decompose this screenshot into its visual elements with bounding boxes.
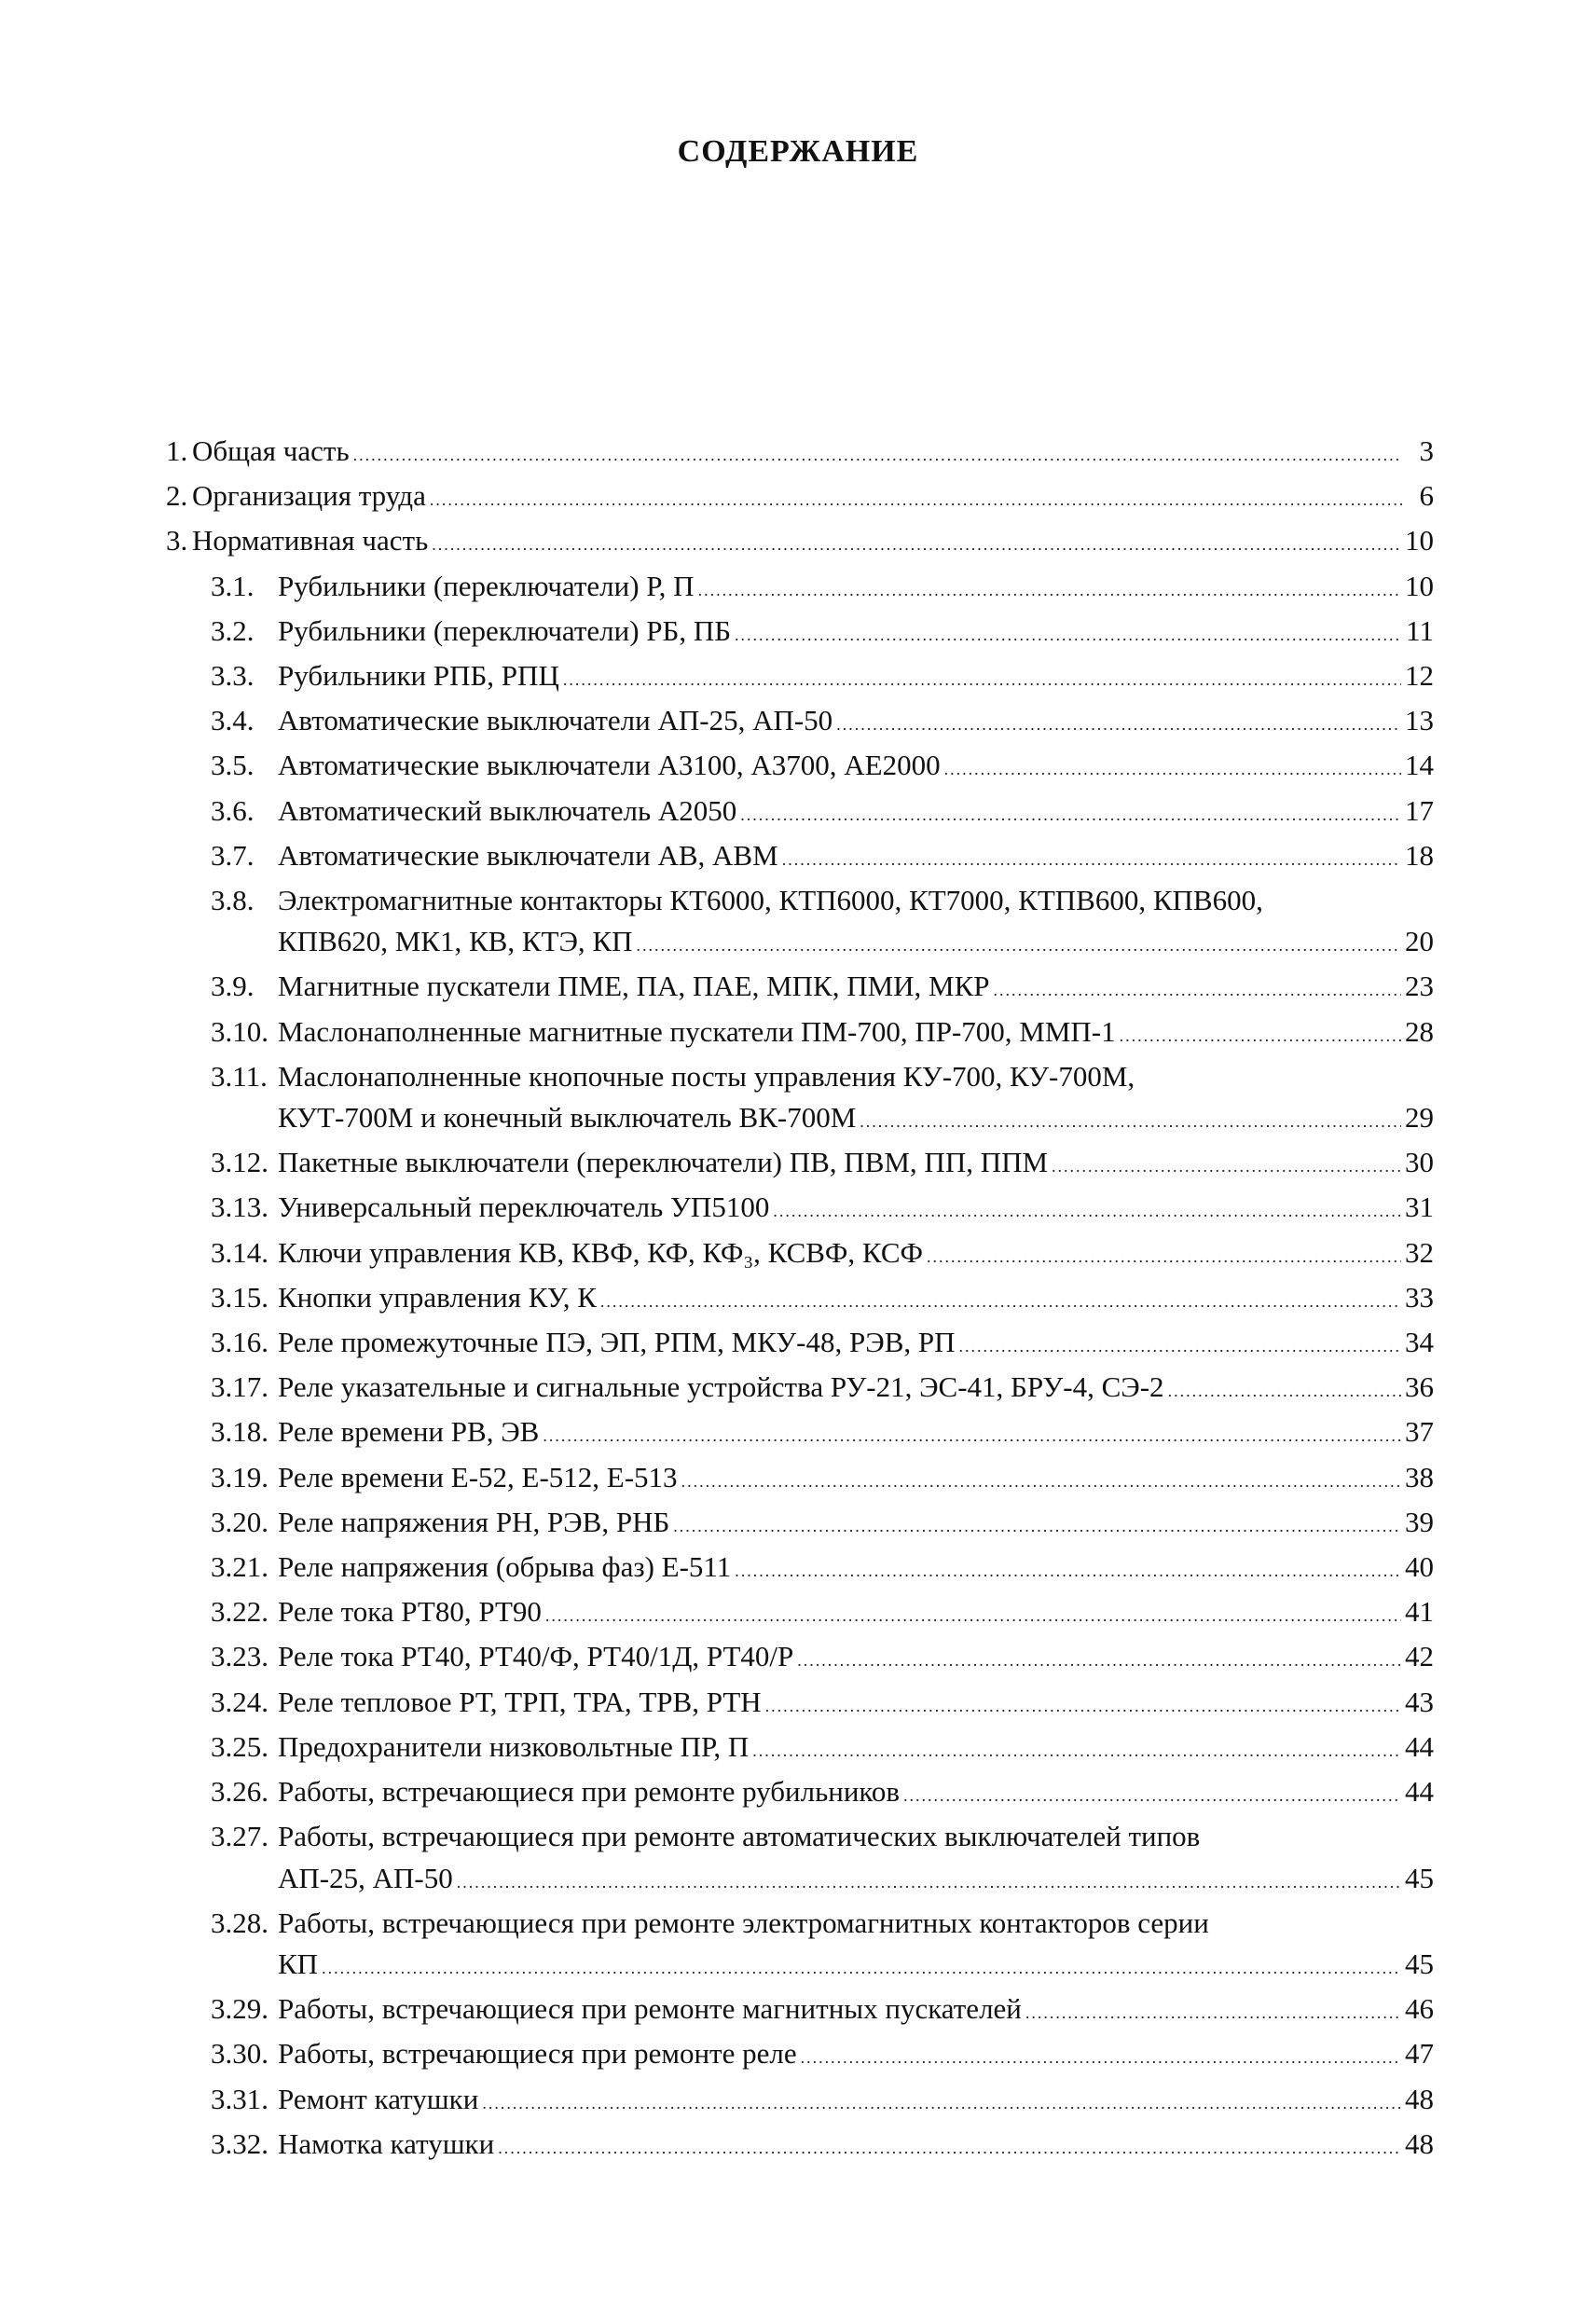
toc-entry-number: 3.9. [211, 970, 255, 1003]
toc-page-number: 48 [1405, 2082, 1434, 2115]
toc-entry[interactable] [166, 611, 1434, 655]
toc-page-number: 10 [1405, 569, 1434, 602]
toc-entry-number: 3.32. [211, 2126, 268, 2160]
toc-entry[interactable] [166, 2079, 1434, 2124]
toc-entry[interactable] [166, 1142, 1434, 1187]
toc-entry-number: 2. [166, 479, 188, 513]
toc-page-number: 43 [1405, 1685, 1434, 1718]
dot-leader [994, 970, 1401, 1011]
page-title: СОДЕРЖАНИЕ [677, 134, 919, 169]
toc-page-number: 41 [1405, 1595, 1434, 1629]
toc-page-number: 39 [1405, 1505, 1434, 1538]
toc-entry-title: Универсальный переключатель УП5100 [278, 1190, 770, 1224]
toc-entry-title: Рубильники РПБ, РПЦ [278, 659, 559, 693]
toc-entry-number: 3.6. [211, 793, 255, 827]
toc-entry-title: Электромагнитные контакторы КТ6000, КТП6000, КТ7000, КТПВ600, КПВ600, [278, 884, 1263, 917]
toc-page-number: 29 [1405, 1101, 1434, 1135]
toc-page-number: 18 [1405, 838, 1434, 872]
toc-entry[interactable] [166, 1682, 1434, 1727]
toc-page-number: 20 [1405, 925, 1434, 958]
toc-entry-title: Реле тепловое РТ, ТРП, ТРА, ТРВ, РТН [278, 1685, 762, 1718]
toc-entry-number: 3.1. [211, 569, 255, 602]
toc-entry[interactable] [166, 2033, 1434, 2078]
dot-leader [432, 524, 1401, 565]
toc-page-number: 37 [1405, 1415, 1434, 1449]
toc-entry-continuation[interactable] [166, 1097, 1434, 1142]
toc-entry[interactable] [166, 1903, 1434, 1944]
toc-entry[interactable] [166, 1547, 1434, 1591]
dot-leader [801, 2037, 1401, 2078]
toc-entry-number: 3.14. [211, 1235, 268, 1269]
toc-entry[interactable] [166, 880, 1434, 921]
dot-leader [740, 794, 1401, 835]
toc-page-number: 45 [1405, 1947, 1434, 1980]
toc-page-number: 3 [1419, 434, 1434, 467]
toc-entry[interactable] [166, 520, 1434, 565]
toc-entry[interactable] [166, 1056, 1434, 1097]
toc-entry-number: 3.22. [211, 1595, 268, 1629]
toc-page-number: 17 [1405, 793, 1434, 827]
dot-leader [673, 1506, 1401, 1547]
dot-leader [782, 839, 1401, 880]
toc-page-number: 32 [1405, 1235, 1434, 1269]
toc-entry[interactable] [166, 1636, 1434, 1681]
toc-entry-title: Реле тока РТ80, РТ90 [278, 1595, 542, 1629]
toc-entry[interactable] [166, 1012, 1434, 1056]
dot-leader [322, 1947, 1401, 1989]
toc-entry-title: Общая часть [192, 434, 350, 467]
toc-page-number: 12 [1405, 659, 1434, 693]
toc-entry-number: 3.25. [211, 1729, 268, 1763]
toc-page-number: 33 [1405, 1280, 1434, 1314]
toc-entry[interactable] [166, 1187, 1434, 1232]
toc-entry-number: 3.30. [211, 2037, 268, 2071]
toc-page-number: 47 [1405, 2037, 1434, 2071]
toc-page-number: 11 [1406, 613, 1434, 647]
toc-page-number: 28 [1405, 1014, 1434, 1048]
toc-page-number: 23 [1405, 970, 1434, 1003]
toc-entry-number: 3.7. [211, 838, 255, 872]
dot-leader [735, 614, 1402, 655]
dot-leader [457, 1862, 1401, 1903]
toc-entry-number: 3.8. [211, 884, 255, 917]
toc-entry-continuation[interactable] [166, 1858, 1434, 1903]
toc-entry[interactable] [166, 1457, 1434, 1502]
toc-entry-title: Маслонаполненные магнитные пускатели ПМ-700, ПР-700, ММП-1 [278, 1014, 1116, 1048]
dot-leader [944, 749, 1401, 790]
toc-page-number: 42 [1405, 1640, 1434, 1673]
dot-leader [563, 659, 1401, 700]
toc-entry[interactable] [166, 1989, 1434, 2033]
toc-entry-title: Ключи управления КВ, КВФ, КФ, КФ₃, КСВФ, КСФ [278, 1235, 923, 1269]
toc-entry-title: Кнопки управления КУ, К [278, 1280, 597, 1314]
dot-leader [353, 434, 1402, 475]
toc-entry-number: 3.29. [211, 1992, 268, 2026]
dot-leader [765, 1686, 1401, 1727]
toc-entry-continuation[interactable] [166, 1944, 1434, 1989]
toc-entry-title-continuation: КП [278, 1947, 319, 1980]
dot-leader [681, 1461, 1401, 1502]
toc-entry[interactable] [166, 655, 1434, 700]
toc-entry-number: 3.12. [211, 1146, 268, 1179]
toc-entry-number: 3.19. [211, 1460, 268, 1493]
toc-entry[interactable] [166, 1727, 1434, 1771]
toc-entry-title: Автоматические выключатели АВ, АВМ [278, 838, 778, 872]
dot-leader [959, 1326, 1401, 1367]
toc-entry-number: 3.27. [211, 1820, 268, 1853]
toc-page-number: 45 [1405, 1861, 1434, 1894]
toc-page-number: 40 [1405, 1550, 1434, 1584]
toc-entry-title: Работы, встречающиеся при ремонте электромагнитных контакторов серии [278, 1906, 1209, 1939]
toc-entry[interactable] [166, 966, 1434, 1011]
toc-entry-number: 3.2. [211, 613, 255, 647]
toc-entry[interactable] [166, 835, 1434, 880]
toc-entry-number: 3.5. [211, 749, 255, 782]
dot-leader [543, 1415, 1401, 1456]
toc-entry-title: Работы, встречающиеся при ремонте реле [278, 2037, 797, 2071]
toc-entry-number: 3.20. [211, 1505, 268, 1538]
dot-leader [903, 1775, 1401, 1816]
dot-leader [545, 1595, 1401, 1636]
toc-entry[interactable] [166, 745, 1434, 790]
toc-page-number: 34 [1405, 1326, 1434, 1359]
toc-entry-number: 3.17. [211, 1370, 268, 1404]
toc-entry-title-continuation: КПВ620, МК1, КВ, КТЭ, КП [278, 925, 633, 958]
dot-leader [482, 2083, 1401, 2124]
toc-entry-title: Нормативная часть [192, 524, 429, 557]
toc-entry-number: 3.11. [211, 1059, 268, 1093]
toc-entry[interactable] [166, 475, 1434, 520]
toc-entry-number: 3. [166, 524, 188, 557]
toc-entry-number: 3.28. [211, 1906, 268, 1939]
toc-entry-title: Реле тока РТ40, РТ40/Ф, РТ40/1Д, РТ40/Р [278, 1640, 794, 1673]
toc-entry-number: 3.18. [211, 1415, 268, 1449]
toc-entry-number: 3.13. [211, 1190, 268, 1224]
dot-leader [430, 479, 1402, 520]
dot-leader [797, 1640, 1401, 1681]
toc-entry-number: 3.16. [211, 1326, 268, 1359]
toc-entry-number: 3.23. [211, 1640, 268, 1673]
toc-entry-title: Автоматические выключатели АП-25, АП-50 [278, 704, 833, 737]
toc-entry[interactable] [166, 1591, 1434, 1636]
toc-entry-title: Реле напряжения (обрыва фаз) Е-511 [278, 1550, 732, 1584]
toc-entry-number: 3.24. [211, 1685, 268, 1718]
toc-page-number: 44 [1405, 1729, 1434, 1763]
dot-leader [1120, 1015, 1401, 1056]
toc-entry-title: Предохранители низковольтные ПР, П [278, 1729, 750, 1763]
toc-entry[interactable] [166, 1411, 1434, 1456]
toc-entry-number: 3.26. [211, 1775, 268, 1809]
toc-entry-title: Реле напряжения РН, РЭВ, РНБ [278, 1505, 670, 1538]
toc-entry[interactable] [166, 1816, 1434, 1857]
toc-page-number: 36 [1405, 1370, 1434, 1404]
dot-leader [735, 1550, 1401, 1591]
toc-entry-number: 3.15. [211, 1280, 268, 1314]
toc-page-number: 14 [1405, 749, 1434, 782]
toc-entry-title: Пакетные выключатели (переключатели) ПВ, ПВМ, ПП, ППМ [278, 1146, 1049, 1179]
toc-entry-number: 3.10. [211, 1014, 268, 1048]
toc-entry-title: Реле времени Е-52, Е-512, Е-513 [278, 1460, 678, 1493]
toc-entry[interactable] [166, 700, 1434, 745]
toc-entry-number: 3.3. [211, 659, 255, 693]
dot-leader [498, 2127, 1401, 2168]
toc-entry-title: Реле времени РВ, ЭВ [278, 1415, 540, 1449]
toc-entry-number: 3.4. [211, 704, 255, 737]
dot-leader [1025, 1992, 1401, 2033]
toc-page-number: 44 [1405, 1775, 1434, 1809]
toc-entry-title: Рубильники (переключатели) Р, П [278, 569, 695, 602]
toc-entry-title: Работы, встречающиеся при ремонте рубильников [278, 1775, 901, 1809]
dot-leader [836, 704, 1401, 745]
dot-leader [752, 1730, 1401, 1771]
table-of-contents [166, 431, 1434, 2168]
dot-leader [698, 570, 1401, 611]
toc-entry[interactable] [166, 2124, 1434, 2168]
dot-leader [1052, 1146, 1401, 1187]
toc-entry-title: Ремонт катушки [278, 2082, 479, 2115]
toc-entry-title: Рубильники (переключатели) РБ, ПБ [278, 613, 732, 647]
toc-entry-title-continuation: КУТ-700М и конечный выключатель ВК-700М [278, 1101, 857, 1135]
dot-leader [927, 1236, 1401, 1277]
toc-entry-title: Реле указательные и сигнальные устройства РУ-21, ЭС-41, БРУ-4, СЭ-2 [278, 1370, 1164, 1404]
toc-entry-title: Работы, встречающиеся при ремонте магнитных пускателей [278, 1992, 1022, 2026]
toc-entry[interactable] [166, 1232, 1434, 1277]
toc-page-number: 30 [1405, 1146, 1434, 1179]
toc-page-number: 6 [1419, 479, 1434, 513]
dot-leader [860, 1101, 1401, 1142]
toc-entry-title: Магнитные пускатели ПМЕ, ПА, ПАЕ, МПК, ПМИ, МКР [278, 970, 990, 1003]
toc-entry-title: Реле промежуточные ПЭ, ЭП, РПМ, МКУ-48, РЭВ, РП [278, 1326, 956, 1359]
toc-entry-title: Организация труда [192, 479, 426, 513]
toc-page-number: 10 [1405, 524, 1434, 557]
toc-entry[interactable] [166, 1367, 1434, 1411]
dot-leader [600, 1281, 1401, 1322]
toc-entry[interactable] [166, 1277, 1434, 1322]
dot-leader [636, 925, 1401, 966]
toc-entry[interactable] [166, 566, 1434, 611]
toc-entry-number: 3.21. [211, 1550, 268, 1584]
toc-entry-title: Намотка катушки [278, 2126, 495, 2160]
toc-entry-title: Автоматические выключатели А3100, А3700, АЕ2000 [278, 749, 941, 782]
dot-leader [1168, 1370, 1401, 1411]
toc-entry-title: Автоматический выключатель А2050 [278, 793, 737, 827]
toc-page-number: 48 [1405, 2126, 1434, 2160]
toc-entry-title: Маслонаполненные кнопочные посты управления КУ-700, КУ-700М, [278, 1059, 1135, 1093]
toc-entry[interactable] [166, 431, 1434, 475]
toc-entry[interactable] [166, 1502, 1434, 1547]
toc-page-number: 31 [1405, 1190, 1434, 1224]
toc-entry-title: Работы, встречающиеся при ремонте автоматических выключателей типов [278, 1820, 1201, 1853]
toc-entry-continuation[interactable] [166, 921, 1434, 966]
dot-leader [773, 1190, 1401, 1232]
toc-entry-title-continuation: АП-25, АП-50 [278, 1861, 453, 1894]
toc-page-number: 46 [1405, 1992, 1434, 2026]
toc-entry[interactable] [166, 1322, 1434, 1367]
toc-page-number: 13 [1405, 704, 1434, 737]
toc-page-number: 38 [1405, 1460, 1434, 1493]
toc-entry[interactable] [166, 1771, 1434, 1816]
toc-entry[interactable] [166, 791, 1434, 835]
toc-entry-number: 1. [166, 434, 188, 467]
toc-entry-number: 3.31. [211, 2082, 268, 2115]
